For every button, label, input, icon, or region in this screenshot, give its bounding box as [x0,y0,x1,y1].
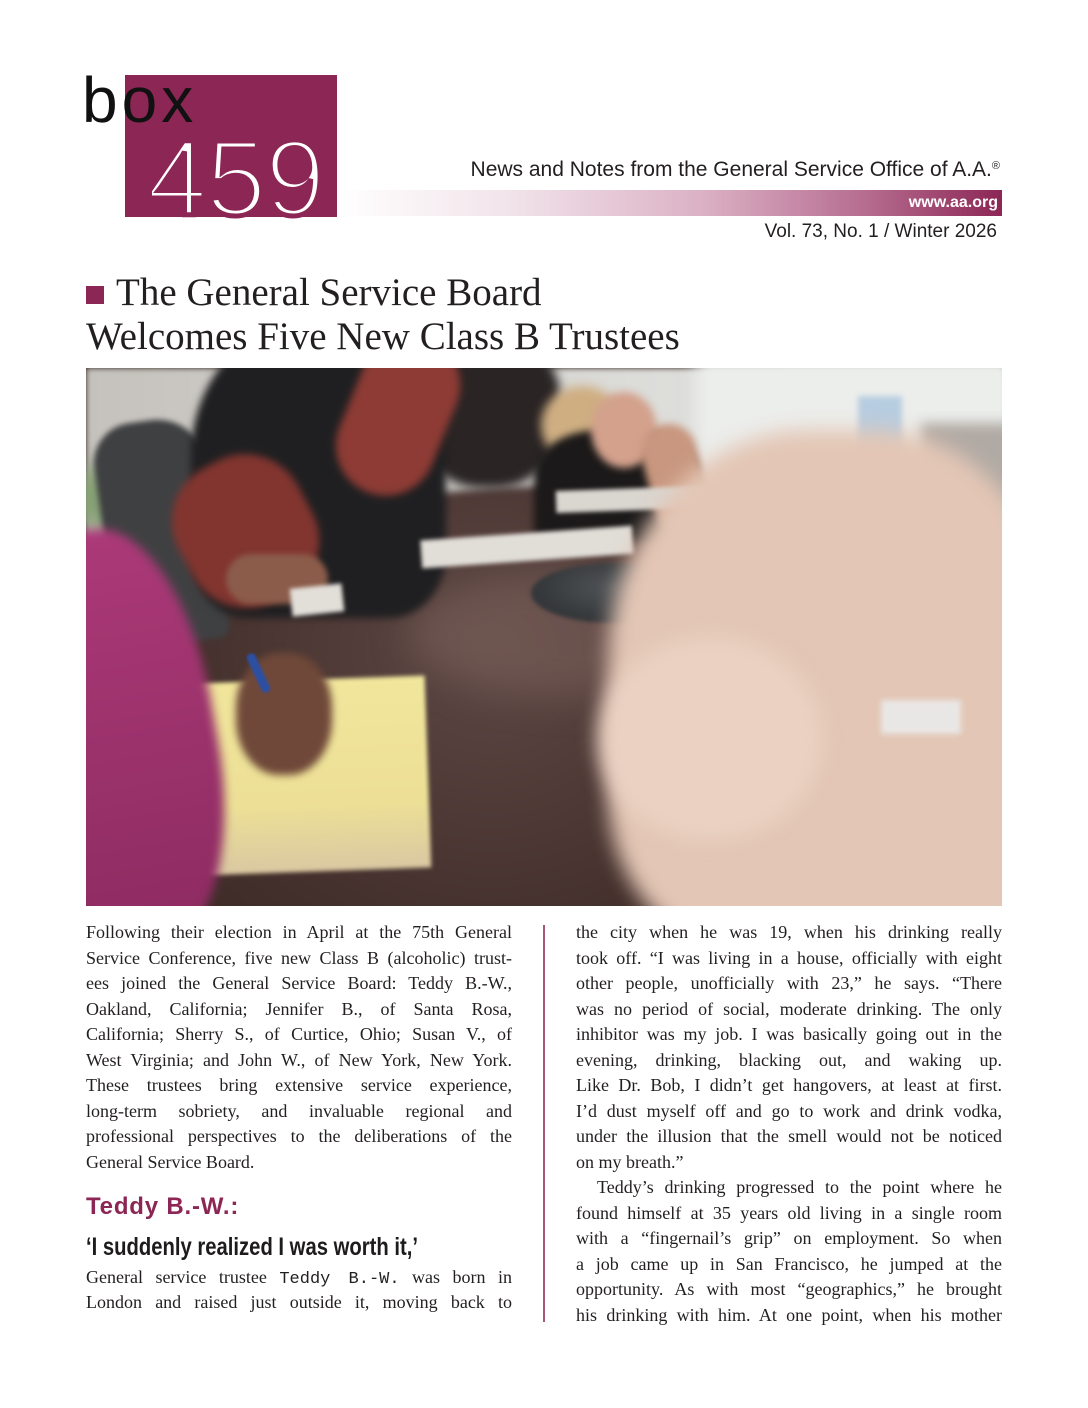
text-line: West Virginia; and John W., of New York, New York. [86,1049,512,1070]
website-url: www.aa.org [908,194,998,211]
logo-number: 459 [147,117,325,238]
text-line: with a “fingernail’s grip” on employment. So when [576,1228,1002,1248]
photo-notepad-small [290,583,345,616]
line-text: General service trustee [86,1266,280,1287]
text-line: I’d dust myself off and go to work and drink vodka, [576,1100,1002,1121]
intro-paragraph [86,920,512,1175]
text-line: a job came up in San Francisco, he jumped at the [576,1253,1002,1274]
text-line: Like Dr. Bob, I didn’t get hangovers, at least at first. [576,1075,1002,1095]
text-line: was no period of social, moderate drinking. The only [576,998,1002,1019]
text-line [86,1265,512,1291]
trustee-name: Teddy B.-W. [279,1269,400,1289]
logo-word: box [82,64,198,136]
text-line: Teddy’s drinking progressed to the point where he [597,1177,1002,1197]
text-line: the city when he was 19, when his drinking really [576,922,1002,942]
text-line: other people, unofficially with 23,” he says. “There [576,973,1002,993]
teddy-paragraph-2 [576,1175,1002,1328]
meeting-photo [86,368,1002,906]
website-bar [337,190,1002,216]
text-line: professional perspectives to the deliberations of the [86,1126,512,1146]
section-heading: Teddy B.-W.: [86,1193,240,1220]
line-text: was born in [399,1266,512,1287]
text-line: California; Sherry S., of Curtice, Ohio; Susan V., of [86,1024,512,1044]
teddy-paragraph-continued [86,1290,512,1316]
text-line: found himself at 35 years old living in a single room [576,1202,1002,1223]
text-line: under the illusion that the smell would not be noticed [576,1126,1002,1146]
text-line: on my breath.” [576,1151,684,1172]
text-line: General Service Board. [86,1151,255,1172]
headline-line-1: The General Service Board [116,271,542,314]
photo-writing-hand [236,653,332,775]
masthead-tagline [471,159,1000,180]
text-line: ees joined the General Service Board: Teddy B.-W., [86,973,512,993]
text-line: Service Conference, five new Class B (alcoholic) trust- [86,947,512,968]
text-line: long-term sobriety, and invaluable regional and [86,1100,512,1121]
text-line: took off. “I was living in a house, officially with eight [576,947,1002,968]
photo-paper-right [881,700,961,734]
text-line: London and raised just outside it, moving back to [86,1292,512,1312]
teddy-paragraph-1 [576,920,1002,1175]
tagline-text: News and Notes from the General Service Office of A.A. [470,158,992,181]
column-divider [543,925,545,1322]
text-line: These trustees bring extensive service experience, [86,1075,512,1095]
registered-mark: ® [991,160,1000,172]
headline-bullet-icon [86,286,104,304]
text-line: opportunity. As with most “geographics,” he brought [576,1279,1002,1299]
text-line: evening, drinking, blacking out, and waking up. [576,1049,1002,1070]
photo-foreground-elbow [598,636,823,841]
text-line: inhibitor was my job. I was basically going out in the [576,1024,1002,1044]
issue-info: Vol. 73, No. 1 / Winter 2026 [764,221,997,242]
text-line: Oakland, California; Jennifer B., of Santa Rosa, [86,998,512,1019]
headline-line-2: Welcomes Five New Class B Trustees [86,315,680,358]
section-subheading: ‘I suddenly realized I was worth it,’ [86,1233,418,1261]
text-line: Following their election in April at the 75th General [86,922,512,942]
text-line: his drinking with him. At one point, when his mother [576,1304,1002,1325]
teddy-paragraph-start [86,1265,512,1291]
